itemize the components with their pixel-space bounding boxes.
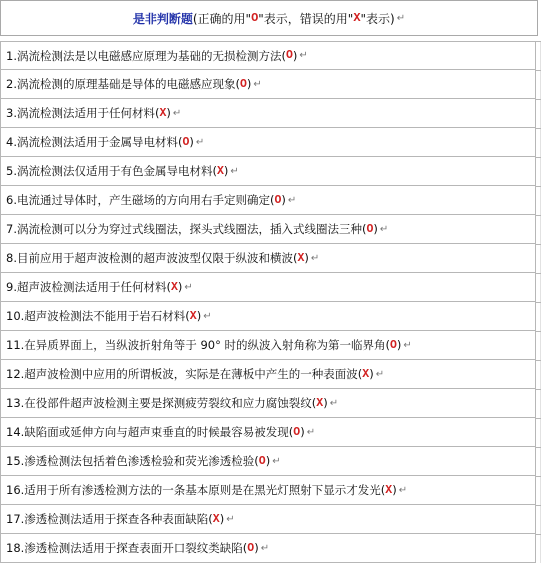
question-number: 10. bbox=[6, 309, 25, 323]
return-icon: ↵ bbox=[329, 397, 339, 409]
return-icon: ↵ bbox=[272, 455, 281, 467]
close-paren: ) bbox=[373, 222, 378, 236]
row-tick bbox=[536, 41, 541, 42]
question-cell bbox=[0, 186, 536, 215]
row-tick bbox=[536, 128, 541, 129]
instruction-text-b: "表示，错误的用" bbox=[258, 11, 354, 26]
question-number: 12. bbox=[6, 367, 25, 381]
row-tick bbox=[536, 534, 541, 535]
return-icon: ↵ bbox=[195, 136, 205, 148]
question-row bbox=[0, 70, 541, 99]
question-row bbox=[0, 389, 541, 418]
wrong-symbol: X bbox=[353, 11, 361, 25]
close-paren: ) bbox=[166, 106, 171, 120]
close-paren: ) bbox=[396, 338, 402, 352]
row-tick bbox=[536, 186, 541, 187]
question-row bbox=[0, 302, 541, 331]
question-text: 涡流检测法仅适用于有色金属导电材料( bbox=[16, 164, 217, 178]
question-row bbox=[0, 447, 541, 476]
question-text: 涡流检测法适用于金属导电材料( bbox=[16, 135, 183, 149]
question-row bbox=[0, 273, 541, 302]
question-number: 8. bbox=[6, 251, 17, 265]
row-tick bbox=[536, 70, 541, 71]
close-paren: ) bbox=[392, 483, 397, 497]
close-paren: ) bbox=[223, 164, 229, 178]
question-number: 6. bbox=[6, 193, 17, 207]
answer-wrong-mark: X bbox=[216, 164, 224, 178]
question-cell bbox=[0, 99, 536, 128]
question-row bbox=[0, 505, 541, 534]
answer-correct-mark: O bbox=[285, 49, 293, 62]
question-cell bbox=[0, 41, 536, 70]
return-icon: ↵ bbox=[184, 281, 193, 293]
return-icon: ↵ bbox=[299, 50, 308, 61]
question-text: 超声波检测中应用的所谓板波，实际是在薄板中产生的一种表面波( bbox=[24, 367, 363, 381]
answer-correct-mark: O bbox=[182, 135, 190, 149]
return-icon: ↵ bbox=[310, 252, 320, 264]
row-tick bbox=[536, 476, 541, 477]
row-tick bbox=[536, 302, 541, 303]
question-number: 14. bbox=[6, 425, 25, 439]
row-tick bbox=[536, 505, 541, 506]
answer-correct-mark: O bbox=[274, 193, 282, 207]
question-cell bbox=[0, 360, 536, 389]
answer-wrong-mark: X bbox=[297, 251, 305, 265]
header-row bbox=[0, 0, 541, 36]
row-tick bbox=[536, 273, 541, 274]
question-cell bbox=[0, 215, 536, 244]
question-text: 超声波检测法不能用于岩石材料( bbox=[24, 309, 190, 323]
question-text: 电流通过导体时，产生磁场的方向用右手定则确定( bbox=[16, 193, 275, 207]
return-icon: ↵ bbox=[375, 368, 385, 380]
question-row bbox=[0, 331, 541, 360]
question-text: 超声波检测法适用于任何材料( bbox=[16, 280, 171, 294]
question-number: 2. bbox=[6, 77, 17, 91]
question-cell bbox=[0, 534, 536, 563]
question-row bbox=[0, 360, 541, 389]
question-row bbox=[0, 99, 541, 128]
row-tick bbox=[536, 447, 541, 448]
close-paren: ) bbox=[254, 541, 259, 555]
close-paren: ) bbox=[304, 251, 309, 265]
close-paren: ) bbox=[196, 309, 202, 323]
return-icon: ↵ bbox=[396, 12, 406, 24]
answer-wrong-mark: X bbox=[362, 367, 370, 381]
instruction-text-c: "表示) bbox=[360, 11, 395, 26]
answer-wrong-mark: X bbox=[189, 309, 197, 323]
close-paren: ) bbox=[292, 48, 298, 63]
answer-correct-mark: O bbox=[389, 338, 397, 352]
answer-wrong-mark: X bbox=[212, 512, 220, 526]
answer-wrong-mark: X bbox=[170, 280, 178, 294]
answer-wrong-mark: X bbox=[316, 396, 324, 410]
return-icon: ↵ bbox=[203, 310, 212, 322]
return-icon: ↵ bbox=[253, 78, 262, 90]
question-text: 涡流检测法适用于任何材料( bbox=[16, 106, 160, 120]
close-paren: ) bbox=[189, 135, 194, 149]
question-number: 4. bbox=[6, 135, 17, 149]
question-number: 1. bbox=[6, 48, 17, 63]
question-cell bbox=[0, 447, 536, 476]
question-text: 渗透检测法适用于探查各种表面缺陷( bbox=[24, 512, 213, 526]
close-paren: ) bbox=[219, 512, 225, 526]
row-tick bbox=[536, 157, 541, 158]
close-paren: ) bbox=[300, 425, 305, 439]
answer-correct-mark: O bbox=[239, 77, 247, 91]
question-cell bbox=[0, 389, 536, 418]
question-cell bbox=[0, 505, 536, 534]
question-text: 涡流检测可以分为穿过式线圈法，探头式线圈法，插入式线圈法三种( bbox=[16, 222, 367, 236]
close-paren: ) bbox=[281, 193, 286, 207]
close-paren: ) bbox=[369, 367, 374, 381]
question-text: 涡流检测的原理基础是导体的电磁感应现象( bbox=[16, 77, 240, 91]
close-paren: ) bbox=[323, 396, 328, 410]
question-number: 13. bbox=[6, 396, 25, 410]
question-row bbox=[0, 157, 541, 186]
question-text: 渗透检测法包括着色渗透检验和荧光渗透检验( bbox=[24, 454, 259, 468]
question-cell bbox=[0, 128, 536, 157]
answer-correct-mark: O bbox=[293, 425, 301, 439]
question-cell bbox=[0, 418, 536, 447]
question-text: 目前应用于超声波检测的超声波波型仅限于纵波和横波( bbox=[16, 251, 298, 265]
row-tick bbox=[536, 331, 541, 332]
answer-correct-mark: O bbox=[247, 541, 255, 555]
question-cell bbox=[0, 331, 536, 360]
row-tick bbox=[536, 418, 541, 419]
question-number: 18. bbox=[6, 541, 25, 555]
question-text: 在役部件超声波检测主要是探测疲劳裂纹和应力腐蚀裂纹( bbox=[24, 396, 317, 410]
question-row bbox=[0, 418, 541, 447]
question-list bbox=[0, 41, 541, 563]
question-number: 17. bbox=[6, 512, 25, 526]
question-cell bbox=[0, 273, 536, 302]
question-row bbox=[0, 128, 541, 157]
answer-wrong-mark: X bbox=[385, 483, 393, 497]
close-paren: ) bbox=[265, 454, 271, 468]
row-tick bbox=[536, 99, 541, 100]
correct-symbol: O bbox=[251, 11, 259, 25]
question-text: 缺陷面或延伸方向与超声束垂直的时候最容易被发现( bbox=[24, 425, 294, 439]
question-text: 适用于所有渗透检测方法的一条基本原则是在黑光灯照射下显示才发光( bbox=[24, 483, 386, 497]
answer-wrong-mark: X bbox=[159, 106, 167, 120]
return-icon: ↵ bbox=[226, 513, 235, 525]
return-icon: ↵ bbox=[398, 484, 408, 496]
question-number: 15. bbox=[6, 454, 25, 468]
question-number: 3. bbox=[6, 106, 17, 120]
question-text: 涡流检测法是以电磁感应原理为基础的无损检测方法( bbox=[16, 48, 286, 63]
question-cell bbox=[0, 157, 536, 186]
question-cell bbox=[0, 244, 536, 273]
question-cell bbox=[0, 70, 536, 99]
close-paren: ) bbox=[246, 77, 252, 91]
question-number: 9. bbox=[6, 280, 17, 294]
question-number: 5. bbox=[6, 164, 17, 178]
question-text: 渗透检测法适用于探查表面开口裂纹类缺陷( bbox=[24, 541, 248, 555]
answer-correct-mark: O bbox=[258, 454, 266, 468]
question-number: 16. bbox=[6, 483, 25, 497]
question-row bbox=[0, 186, 541, 215]
return-icon: ↵ bbox=[172, 107, 182, 119]
question-cell bbox=[0, 302, 536, 331]
question-row bbox=[0, 41, 541, 70]
question-number: 7. bbox=[6, 222, 17, 236]
close-paren: ) bbox=[177, 280, 183, 294]
answer-correct-mark: O bbox=[366, 222, 374, 236]
question-number: 11. bbox=[6, 338, 25, 352]
question-row bbox=[0, 534, 541, 563]
row-tick bbox=[536, 389, 541, 390]
question-text: 在异质界面上，当纵波折射角等于 90° 时的纵波入射角称为第一临界角( bbox=[24, 338, 390, 352]
row-tick bbox=[536, 360, 541, 361]
instruction-text-a: (正确的用" bbox=[192, 11, 252, 26]
question-row bbox=[0, 244, 541, 273]
row-tick bbox=[536, 244, 541, 245]
section-header bbox=[0, 0, 538, 36]
return-icon: ↵ bbox=[260, 542, 270, 554]
return-icon: ↵ bbox=[287, 194, 297, 206]
question-row bbox=[0, 215, 541, 244]
row-tick bbox=[536, 215, 541, 216]
return-icon: ↵ bbox=[403, 339, 412, 351]
return-icon: ↵ bbox=[379, 223, 389, 235]
question-row bbox=[0, 476, 541, 505]
section-title: 是非判断题 bbox=[132, 11, 193, 26]
return-icon: ↵ bbox=[230, 165, 239, 177]
return-icon: ↵ bbox=[306, 426, 316, 438]
question-cell bbox=[0, 476, 536, 505]
